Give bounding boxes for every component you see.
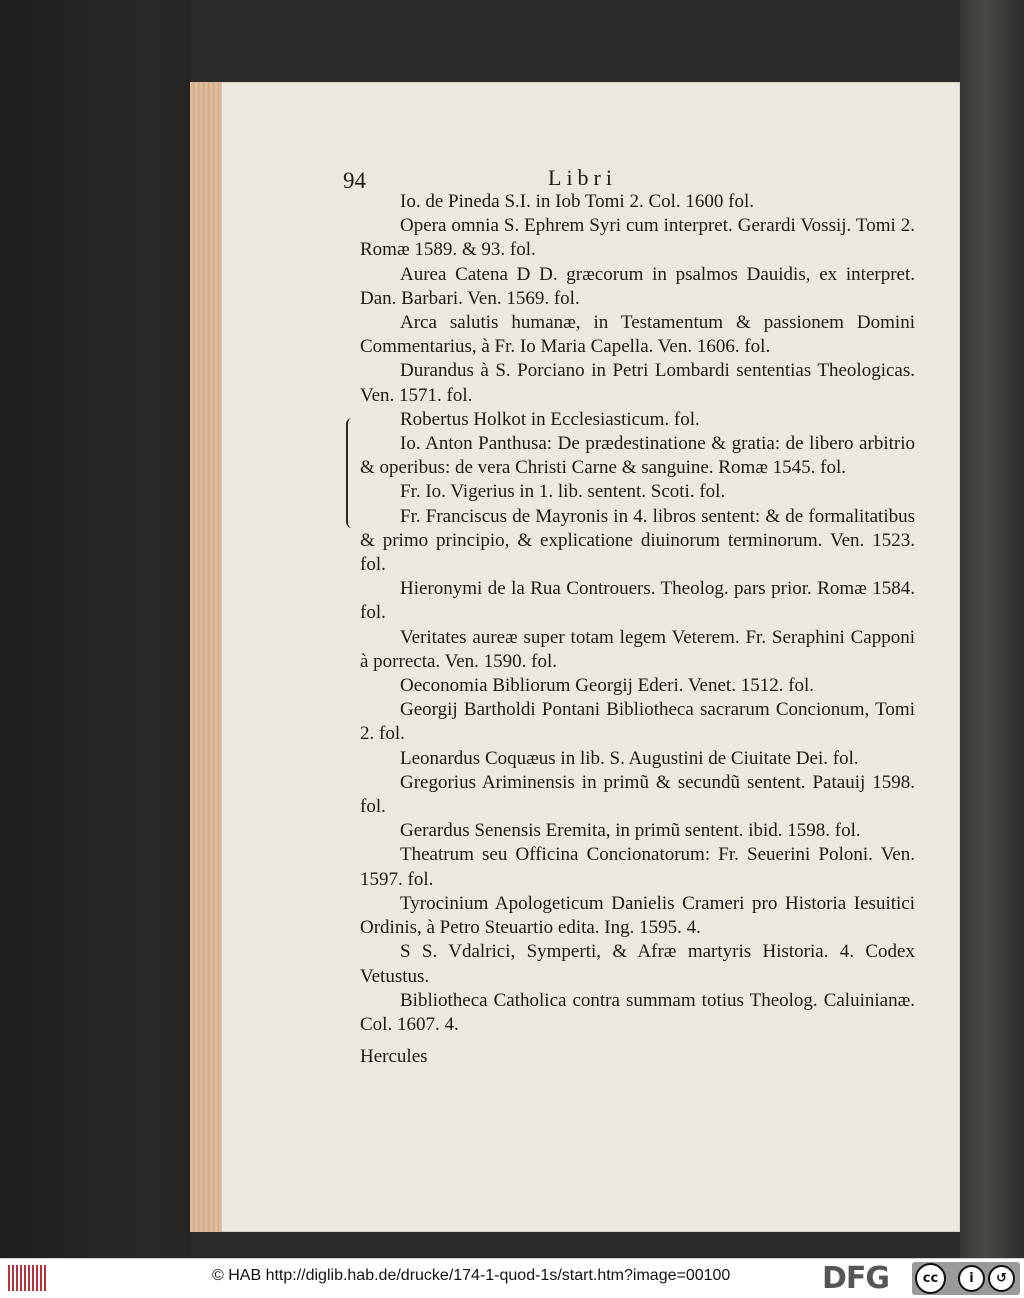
viewer-footer: [0, 1258, 1024, 1298]
by-icon: i: [958, 1265, 985, 1292]
entry: Aurea Catena D D. græcorum in psalmos Dauidis, ex interpret. Dan. Barbari. Ven. 1569. fol.: [360, 263, 915, 309]
entry: Veritates aureæ super totam legem Veterem. Fr. Seraphini Capponi à porrecta. Ven. 1590. fol.: [360, 626, 915, 672]
dfg-logo[interactable]: DFG: [822, 1261, 890, 1296]
source-link[interactable]: © HAB http://diglib.hab.de/drucke/174-1-quod-1s/start.htm?image=00100: [212, 1267, 731, 1284]
entry: Leonardus Coquæus in lib. S. Augustini de Ciuitate Dei. fol.: [400, 747, 859, 769]
entry: Hieronymi de la Rua Controuers. Theolog. pars prior. Romæ 1584. fol.: [360, 578, 915, 624]
sa-icon: ↺: [988, 1265, 1015, 1292]
entry: S S. Vdalrici, Symperti, & Afræ martyris Historia. 4. Codex Vetustus.: [360, 941, 915, 987]
entry: Georgij Bartholdi Pontani Bibliotheca sacrarum Concionum, Tomi 2. fol.: [360, 699, 915, 745]
entry: Fr. Franciscus de Mayronis in 4. libros sentent: & de formalitatibus & primo principio, & explicatione diuinorum terminorum. Ven. 1523. fol.: [360, 505, 915, 576]
page-number: 94: [343, 168, 366, 193]
license-badge[interactable]: [912, 1262, 1020, 1295]
page-fore-edge: [190, 82, 222, 1232]
entry: Fr. Io. Vigerius in 1. lib. sentent. Scoti. fol.: [400, 481, 726, 503]
entry: Durandus à S. Porciano in Petri Lombardi sententias Theologicas. Ven. 1571. fol.: [360, 360, 915, 406]
catchword: Hercules: [360, 1046, 428, 1068]
scan-background-left: [0, 0, 190, 1258]
cc-icon: cc: [915, 1263, 946, 1294]
entry: Oeconomia Bibliorum Georgij Ederi. Venet. 1512. fol.: [400, 675, 815, 697]
running-title: Libri: [548, 165, 617, 190]
entry: Arca salutis humanæ, in Testamentum & passionem Domini Commentarius, à Fr. Io Maria Capella. Ven. 1606. fol.: [360, 312, 915, 358]
page-text: [360, 190, 915, 1069]
entry: Robertus Holkot in Ecclesiasticum. fol.: [400, 408, 700, 430]
entry: Tyrocinium Apologeticum Danielis Crameri pro Historia Iesuitici Ordinis, à Petro Steuartio edita. Ing. 1595. 4.: [360, 892, 915, 939]
entry: Io. Anton Panthusa: De prædestinatione & gratia: de libero arbitrio & operibus: de vera Christi Carne & sanguine. Romæ 1545. fol.: [360, 433, 915, 479]
entry: Io. de Pineda S.I. in Iob Tomi 2. Col. 1600 fol.: [400, 191, 755, 212]
entry: Bibliotheca Catholica contra summam totius Theolog. Caluinianæ. Col. 1607. 4.: [360, 989, 915, 1035]
entry: Gregorius Ariminensis in primũ & secundũ sentent. Patauij 1598. fol.: [360, 771, 915, 818]
entry: Opera omnia S. Ephrem Syri cum interpret. Gerardi Vossij. Tomi 2. Romæ 1589. & 93. fol.: [360, 215, 915, 261]
entry: Gerardus Senensis Eremita, in primũ sentent. ibid. 1598. fol.: [400, 820, 861, 842]
scan-background-right: [960, 0, 1024, 1258]
barcode-logo-icon[interactable]: [8, 1265, 48, 1291]
entry: Theatrum seu Officina Concionatorum: Fr. Seuerini Poloni. Ven. 1597. fol.: [360, 844, 915, 890]
